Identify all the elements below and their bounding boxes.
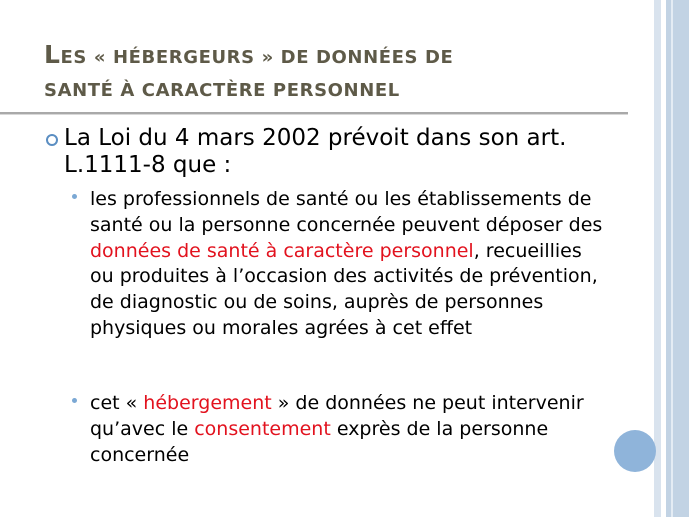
sub-bullet-2-after: exprès de la personne concernée [90, 417, 549, 466]
title-initial: L [44, 40, 61, 69]
dot-bullet-icon [72, 194, 77, 199]
title-divider [0, 112, 628, 114]
sub-bullet-2-highlight-1: hébergement [143, 392, 272, 414]
side-stripe [654, 0, 661, 517]
sub-bullet-2-highlight-2: consentement [194, 417, 331, 440]
bullet-point-1 [46, 125, 606, 179]
sub-bullet-2-before: cet « [90, 392, 144, 414]
side-band [666, 0, 689, 517]
sub-bullet-1-highlight: données de santé à caractère personnel [90, 239, 474, 262]
sub-bullet-1-text [90, 187, 610, 342]
sub-bullet-2-middle: » de données ne peut intervenir qu’avec le [90, 392, 584, 440]
sub-bullet-2 [70, 391, 610, 468]
circle-bullet-icon [46, 134, 58, 146]
sub-bullet-1-before: les professionnels de santé ou les établissements de santé ou la personne concernée peuvent déposer des [90, 188, 603, 236]
title-line-1 [44, 38, 644, 74]
title-line-1-rest: ES « HÉBERGEURS » DE DONNÉES DE [60, 47, 454, 68]
slide-title [44, 38, 644, 107]
dot-bullet-icon [72, 398, 77, 403]
sub-bullet-2-text [90, 391, 610, 468]
bullet-point-1-text: La Loi du 4 mars 2002 prévoit dans son art. L.1111-8 que : [64, 125, 567, 178]
decorative-circle [614, 430, 656, 472]
title-line-2: SANTÉ À CARACTÈRE PERSONNEL [44, 80, 400, 101]
sub-bullet-1-after: , recueillies ou produites à l’occasion des activités de prévention, de diagnostic ou de soins, auprès de personnes physiques ou morales agrées à cet effet [90, 239, 598, 339]
side-band-line [671, 0, 673, 517]
sub-bullet-1 [70, 187, 610, 342]
